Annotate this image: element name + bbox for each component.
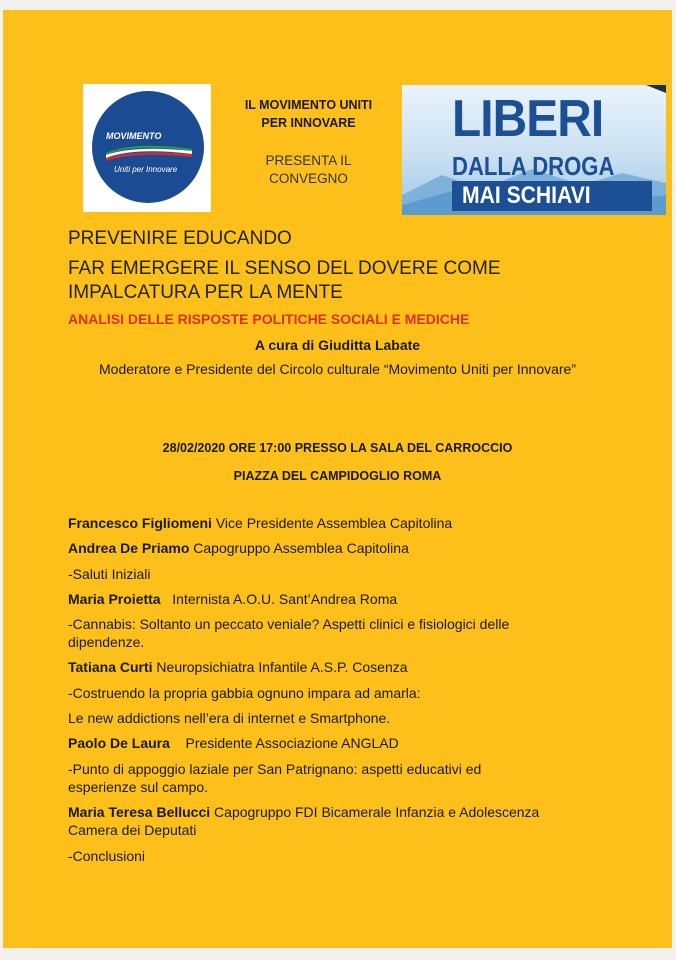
talk-title: Le new addictions nell’era di internet e Smartphone. [68, 710, 391, 726]
speaker-role: Neuropsichiatra Infantile A.S.P. Cosenza [152, 659, 408, 675]
italian-flag-stripes-icon [104, 143, 194, 161]
speaker-item [68, 590, 628, 608]
event-datetime: 28/02/2020 ORE 17:00 PRESSO LA SALA DEL CARROCCIO [162, 441, 513, 455]
talk-title: -Costruendo la propria gabbia ognuno impara ad amarla: [68, 685, 421, 701]
talk-title: -Conclusioni [68, 848, 146, 864]
speaker-item [68, 539, 628, 557]
speaker-role-line-2: Camera dei Deputati [68, 822, 197, 838]
presents-text [216, 152, 401, 188]
logo-circle [92, 91, 204, 203]
org-line-2: PER INNOVARE [261, 116, 356, 130]
presenta-line-2: CONVEGNO [269, 171, 348, 186]
talk-line: dipendenze. [68, 634, 145, 650]
speaker-name: Tatiana Curti [68, 659, 153, 675]
speaker-name: Maria Teresa Bellucci [68, 804, 211, 820]
talk-title [68, 760, 628, 796]
movement-logo [83, 84, 211, 212]
talk-line: -Cannabis: Soltanto un peccato veniale? Aspetti clinici e fisiologici delle [68, 616, 510, 632]
talk-line: -Punto di appoggio laziale per San Patrignano: aspetti educativi ed [68, 761, 482, 777]
subtitle-red: ANALISI DELLE RISPOSTE POLITICHE SOCIALI E MEDICHE [68, 311, 470, 327]
speaker-role: Capogruppo Assemblea Capitolina [189, 540, 409, 556]
title-line-3: IMPALCATURA PER LA MENTE [68, 282, 343, 303]
banner-line-3: MAI SCHIAVI [462, 182, 591, 209]
talk-title [68, 615, 628, 651]
logo-bottom-text: Uniti per Innovare [114, 165, 178, 174]
banner-line-2: DALLA DROGA [452, 151, 615, 181]
title-line-1: PREVENIRE EDUCANDO [68, 228, 292, 249]
speaker-name: Paolo De Laura [68, 735, 170, 751]
presenta-line-1: PRESENTA IL [265, 153, 352, 168]
banner-line-3-box [452, 181, 652, 211]
speaker-item [68, 734, 628, 752]
speaker-name: Maria Proietta [68, 591, 161, 607]
speaker-role: Presidente Associazione ANGLAD [169, 735, 399, 751]
speaker-name: Francesco Figliomeni [68, 515, 212, 531]
curator-line: A cura di Giuditta Labate [254, 337, 421, 353]
campaign-banner [402, 85, 666, 215]
corner-mark-icon [636, 85, 666, 107]
logo-top-text: MOVIMENTO [106, 131, 162, 141]
speaker-item [68, 514, 628, 532]
speaker-role: Internista A.O.U. Sant’Andrea Roma [160, 591, 398, 607]
speaker-name: Andrea De Priamo [68, 540, 190, 556]
banner-line-1: LIBERI [452, 90, 604, 148]
organization-name [216, 96, 401, 132]
speaker-role: Capogruppo FDI Bicamerale Infanzia e Adolescenza [210, 804, 540, 820]
org-line-1: IL MOVIMENTO UNITI [244, 98, 373, 112]
talk-title: -Saluti Iniziali [68, 566, 151, 582]
speaker-item [68, 803, 628, 839]
talk-line: esperienze sul campo. [68, 779, 209, 795]
speaker-item [68, 658, 628, 676]
event-place: PIAZZA DEL CAMPIDOGLIO ROMA [233, 469, 442, 483]
title-line-2: FAR EMERGERE IL SENSO DEL DOVERE COME [68, 258, 501, 279]
event-poster [3, 10, 672, 948]
moderator-line: Moderatore e Presidente del Circolo culturale “Movimento Uniti per Innovare” [99, 361, 576, 377]
speaker-role: Vice Presidente Assemblea Capitolina [211, 515, 453, 531]
